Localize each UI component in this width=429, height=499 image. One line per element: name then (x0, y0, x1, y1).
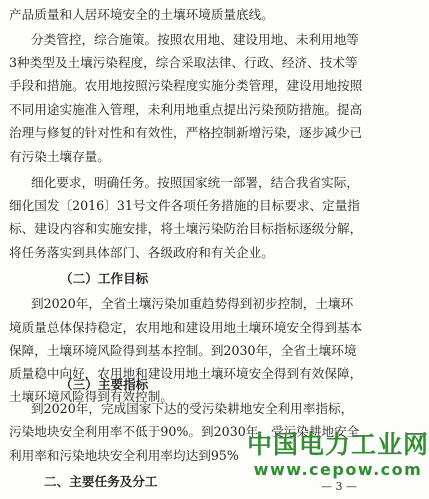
paragraph-line: 将任务落实到具体部门、各级政府和有关企业。 (9, 246, 274, 260)
paragraph-line: 3种类型及土壤污染程度，综合采取法律、行政、经济、技术等 (9, 56, 358, 70)
paragraph-line: 分类管控，综合施策。按照农用地、建设用地、未利用地等 (31, 33, 359, 47)
paragraph-line: 到2020年，全省土壤污染加重趋势得到初步控制，土壤环 (31, 297, 354, 311)
section-heading: 二、主要任务及分工 (44, 475, 158, 489)
paragraph-line: 标、建设内容和实施安排，将土壤污染防治目标指标逐级分解， (9, 222, 363, 236)
paragraph-line: 细化要求，明确任务。按照国家统一部署，结合我省实际， (31, 176, 359, 190)
paragraph-line: 污染地块安全利用率不低于90%。到2030年，受污染耕地安全 (9, 425, 360, 439)
paragraph-line: 细化国发〔2016〕31号文件各项任务措施的目标要求、定量指 (9, 199, 360, 213)
paragraph-line: 质量稳中向好，农用地和建设用地土壤环境安全得到有效保障， (9, 367, 363, 381)
paragraph-line: 境质量总体保持稳定，农用地和建设用地土壤环境安全得到基本 (9, 321, 363, 335)
paragraph-line: 土壤环境风险得到有效控制。 (9, 390, 173, 404)
paragraph-line: 产品质量和人居环境安全的土壤环境质量底线。 (9, 8, 274, 22)
section-heading: （二）工作目标 (60, 272, 149, 286)
paragraph-line: 治理与修复的针对性和有效性，严格控制新增污染，逐步减少已 (9, 126, 363, 140)
section-heading: （三）主要指标 (60, 378, 149, 392)
watermark-url: www.cepow.com (253, 460, 423, 479)
paragraph-line: 手段和措施。农用地按照污染程度实施分类管理，建设用地按照 (9, 79, 363, 93)
paragraph-line: 利用率和污染地块安全利用率均达到95% (9, 449, 239, 463)
watermark-logo (247, 430, 429, 480)
watermark-title: 中国电力工业网 (247, 430, 429, 459)
paragraph-line: 保障，土壤环境风险得到基本控制。到2030年，全省土壤环境 (9, 344, 357, 358)
page-number: — 3 — (321, 480, 357, 493)
paragraph-line: 不同用途实施准入管理，未利用地重点提出污染预防措施。提高 (9, 103, 363, 117)
paragraph-line: 到2020年，完成国家下达的受污染耕地安全利用率指标， (31, 402, 354, 416)
paragraph-line: 有污染土壤存量。 (9, 150, 110, 164)
